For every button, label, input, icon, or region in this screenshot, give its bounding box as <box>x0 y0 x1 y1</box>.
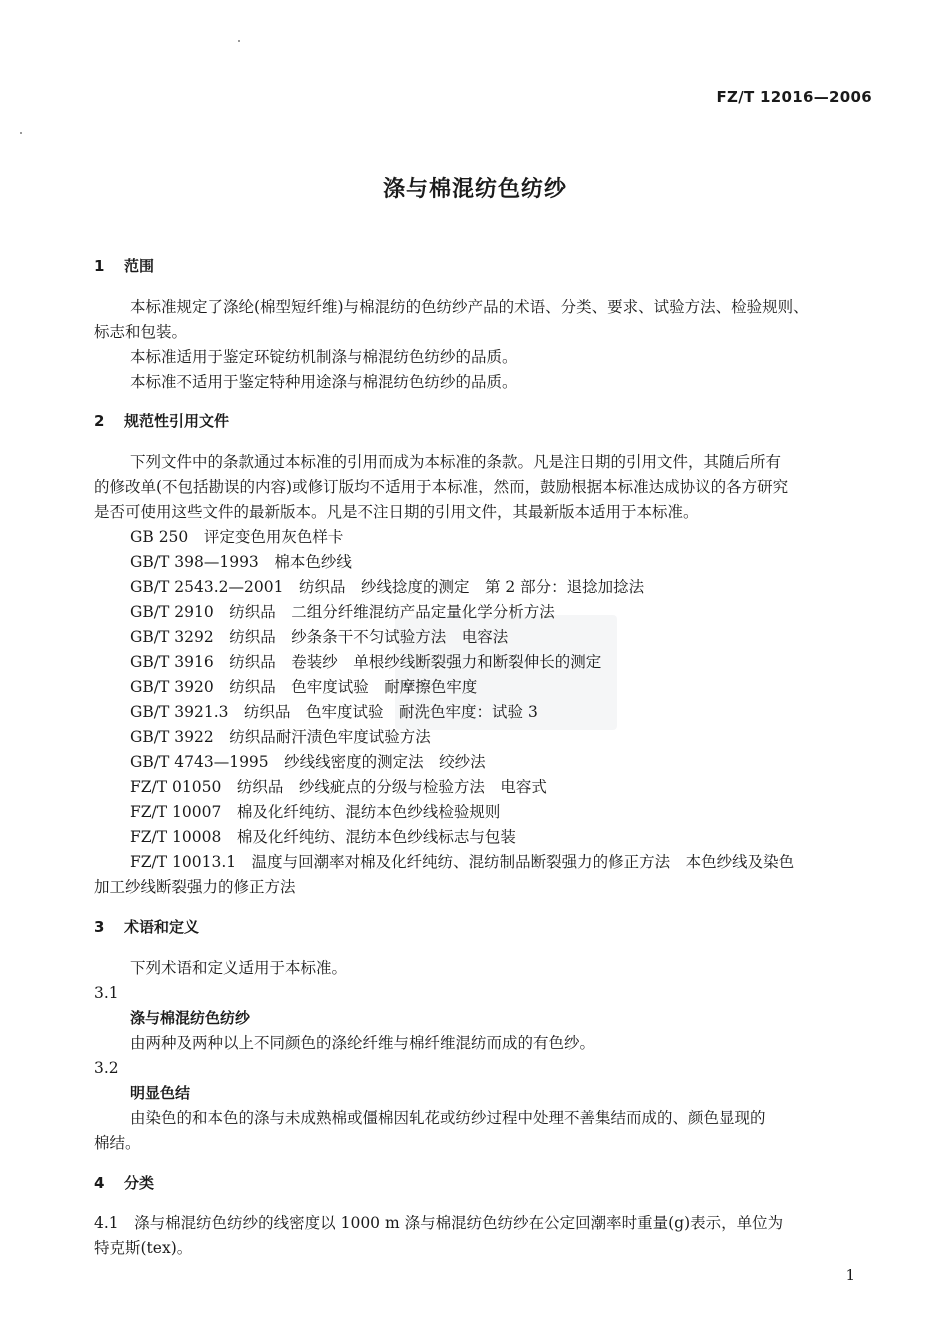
term-heading: 明显色结 <box>130 1084 191 1102</box>
term-definition: 由两种及两种以上不同颜色的涤纶纤维与棉纤维混纺而成的有色纱。 <box>130 1034 596 1052</box>
section-number: 4 <box>94 1174 105 1192</box>
section-4-heading <box>94 1173 154 1193</box>
section-title: 规范性引用文件 <box>124 412 230 430</box>
reference-item <box>130 577 644 597</box>
reference-title: 纱线线密度的测定法 绞纱法 <box>284 753 486 771</box>
reference-title: 纺织品 二组分纤维混纺产品定量化学分析方法 <box>229 603 555 621</box>
reference-title: 纺织品 纱线疵点的分级与检验方法 电容式 <box>236 778 547 796</box>
reference-title: 纺织品 色牢度试验 耐洗色牢度：试验 3 <box>244 703 538 721</box>
paragraph-line: 本标准适用于鉴定环锭纺机制涤与棉混纺色纺纱的品质。 <box>130 348 518 366</box>
reference-item <box>130 727 431 747</box>
reference-title: 纺织品 纱条条干不匀试验方法 电容法 <box>229 628 509 646</box>
clause-line <box>94 1213 783 1233</box>
document-title: 涤与棉混纺色纺纱 <box>382 177 567 202</box>
reference-item <box>130 802 500 822</box>
paragraph-line: 下列术语和定义适用于本标准。 <box>130 959 348 977</box>
reference-title: 棉及化纤纯纺、混纺本色纱线检验规则 <box>236 803 501 821</box>
term-heading: 涤与棉混纺色纺纱 <box>130 1009 251 1027</box>
section-number: 1 <box>94 257 105 275</box>
clause-text: 涤与棉混纺色纺纱的线密度以 1000 m 涤与棉混纺色纺纱在公定回潮率时重量(g)表示，单位为 <box>134 1214 784 1232</box>
reference-code: GB/T 2910 <box>130 603 214 621</box>
reference-code: GB/T 3920 <box>130 678 214 696</box>
paragraph-line: 下列文件中的条款通过本标准的引用而成为本标准的条款。凡是注日期的引用文件，其随后所有 <box>130 453 782 471</box>
reference-item <box>130 602 555 622</box>
section-number: 3 <box>94 918 105 936</box>
reference-code: GB/T 2543.2—2001 <box>130 578 284 596</box>
paragraph-line: 本标准不适用于鉴定特种用途涤与棉混纺色纺纱的品质。 <box>130 373 518 391</box>
scan-speck <box>238 40 240 42</box>
clause-number: 4.1 <box>94 1214 119 1232</box>
section-title: 分类 <box>124 1174 155 1192</box>
section-title: 范围 <box>124 257 155 275</box>
reference-item <box>130 777 547 797</box>
reference-item <box>130 752 486 772</box>
reference-code: GB/T 4743—1995 <box>130 753 269 771</box>
reference-title: 纺织品耐汗渍色牢度试验方法 <box>229 728 431 746</box>
section-1-heading <box>94 256 154 276</box>
reference-title: 棉本色纱线 <box>274 553 352 571</box>
reference-item <box>130 527 343 547</box>
reference-code: FZ/T 01050 <box>130 778 222 796</box>
reference-title: 纺织品 卷装纱 单根纱线断裂强力和断裂伸长的测定 <box>229 653 602 671</box>
reference-code: GB/T 3916 <box>130 653 214 671</box>
clause-number: 3.2 <box>94 1059 119 1077</box>
reference-item <box>130 677 477 697</box>
reference-code: GB/T 3292 <box>130 628 214 646</box>
reference-code: GB/T 3921.3 <box>130 703 229 721</box>
reference-item-continuation: 加工纱线断裂强力的修正方法 <box>94 878 296 896</box>
scan-speck <box>20 132 22 134</box>
term-definition: 由染色的和本色的涤与未成熟棉或僵棉因轧花或纺纱过程中处理不善集结而成的、颜色显现的 <box>130 1109 766 1127</box>
paragraph-line: 是否可使用这些文件的最新版本。凡是不注日期的引用文件，其最新版本适用于本标准。 <box>94 503 699 521</box>
reference-title: 评定变色用灰色样卡 <box>203 528 344 546</box>
reference-title: 纺织品 纱线捻度的测定 第 2 部分：退捻加捻法 <box>298 578 645 596</box>
reference-item <box>130 552 352 572</box>
clause-number: 3.1 <box>94 984 119 1002</box>
reference-title: 纺织品 色牢度试验 耐摩擦色牢度 <box>229 678 478 696</box>
reference-code: FZ/T 10008 <box>130 828 222 846</box>
section-number: 2 <box>94 412 105 430</box>
reference-code: GB/T 3922 <box>130 728 214 746</box>
reference-item <box>130 652 601 672</box>
standard-code: FZ/T 12016—2006 <box>716 88 872 106</box>
reference-item: FZ/T 10013.1 温度与回潮率对棉及化纤纯纺、混纺制品断裂强力的修正方法 本色纱线及染色 <box>130 853 795 871</box>
reference-item <box>130 702 538 722</box>
paragraph-line: 标志和包装。 <box>94 323 188 341</box>
paragraph-line: 的修改单(不包括勘误的内容)或修订版均不适用于本标准，然而，鼓励根据本标准达成协议的各方研究 <box>94 478 789 496</box>
reference-title: 棉及化纤纯纺、混纺本色纱线标志与包装 <box>236 828 516 846</box>
section-2-heading <box>94 411 229 431</box>
reference-code: GB 250 <box>130 528 189 546</box>
reference-item <box>130 827 516 847</box>
paragraph-line: 本标准规定了涤纶(棉型短纤维)与棉混纺的色纺纱产品的术语、分类、要求、试验方法、检验规则、 <box>130 298 809 316</box>
term-definition-continuation: 棉结。 <box>94 1134 141 1152</box>
section-3-heading <box>94 917 199 937</box>
reference-code: FZ/T 10007 <box>130 803 222 821</box>
clause-continuation: 特克斯(tex)。 <box>94 1239 193 1257</box>
section-title: 术语和定义 <box>124 918 200 936</box>
reference-item <box>130 627 508 647</box>
page-number: 1 <box>845 1266 855 1284</box>
reference-code: GB/T 398—1993 <box>130 553 259 571</box>
